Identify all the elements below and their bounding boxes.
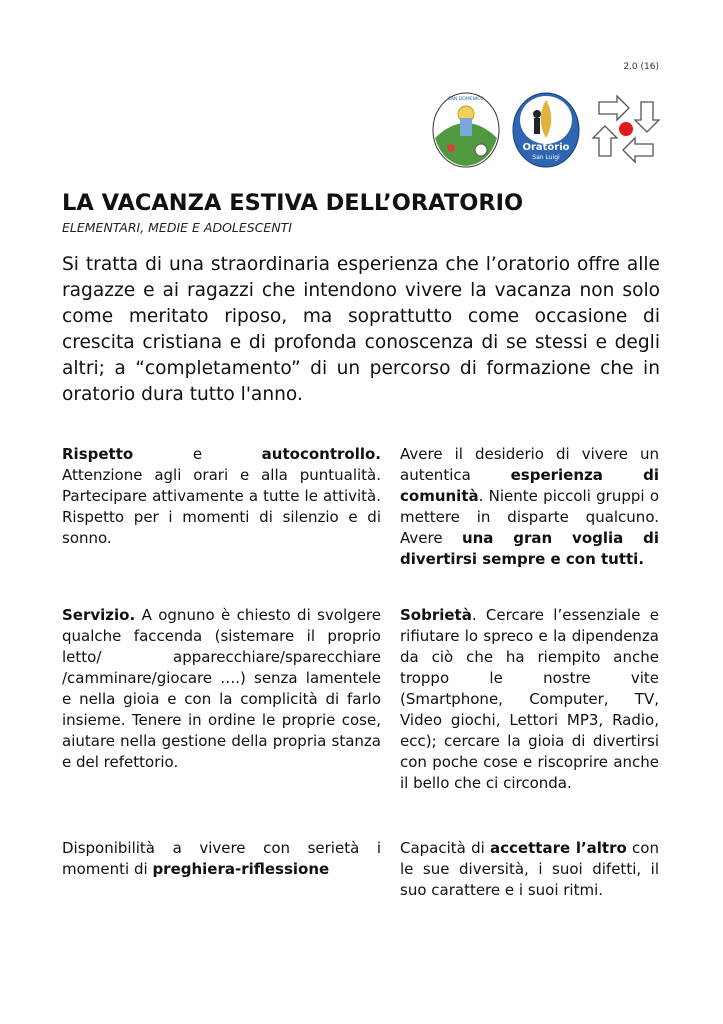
sobrieta-heading: Sobrietà — [400, 606, 472, 624]
section-rispetto — [62, 444, 381, 549]
servizio-heading: Servizio. — [62, 606, 136, 624]
preghiera-emphasis: preghiera-riflessione — [152, 860, 330, 878]
comunita-emphasis-2: una gran voglia di divertirsi sempre e con tutti. — [400, 529, 659, 568]
preghiera-text: Disponibilità a vivere con serietà i momenti di — [62, 839, 381, 878]
altro-text-1: Capacità di — [400, 839, 485, 857]
rispetto-text: Attenzione agli orari e alla puntualità. Partecipare attivamente a tutte le attività. Rispetto per i momenti di silenzio e di sonno. — [62, 466, 381, 547]
svg-text:San Luigi: San Luigi — [532, 154, 560, 161]
comunita-text-2: . Niente piccoli gruppi o mettere in disparte qualcuno. Avere — [400, 487, 659, 547]
oratorio-san-domenico-savio-logo — [429, 88, 503, 170]
sobrieta-text: . Cercare l’essenziale e rifiutare lo spreco e la dipendenza da ciò che ha riempito anche troppo le nostre vite (Smartphone, Computer, TV, Video giochi, Lettori MP3, Radio, ecc); cercare la gioia di divertirsi con poche cose e riscoprire anche il bello che ci circonda. — [400, 606, 659, 792]
intro-paragraph: Si tratta di una straordinaria esperienza che l’oratorio offre alle ragazze e ai ragazzi che intendono vivere la vacanza non solo come meritato riposo, ma soprattutto come occasione di crescita cristiana e di profonda conoscenza di se stessi e degli altri; a “completamento” di un percorso di formazione che in oratorio dura tutto l'anno. — [62, 254, 660, 405]
section-servizio — [62, 605, 381, 773]
section-preghiera — [62, 838, 381, 880]
oratorio-san-luigi-logo — [509, 88, 583, 170]
rispetto-conjunction: e — [192, 445, 203, 463]
section-sobrieta — [400, 605, 659, 794]
svg-text:Oratorio: Oratorio — [522, 142, 570, 153]
section-altro — [400, 838, 659, 901]
logos — [429, 88, 663, 170]
comunita-text-1: Avere il desiderio di vivere un autentica — [400, 445, 659, 484]
arrows-symbol-logo — [589, 88, 663, 170]
autocontrollo-heading: autocontrollo. — [261, 445, 381, 463]
page-number: 2.0 (16) — [623, 62, 659, 72]
altro-emphasis: accettare l’altro — [490, 839, 627, 857]
svg-text:SAN DOMENICO: SAN DOMENICO — [448, 97, 484, 102]
comunita-emphasis-1: esperienza di comunità — [400, 466, 659, 505]
page-subtitle: ELEMENTARI, MEDIE E ADOLESCENTI — [62, 220, 292, 235]
rispetto-heading-line — [62, 444, 381, 465]
section-comunita — [400, 444, 659, 570]
servizio-text: A ognuno è chiesto di svolgere qualche faccenda (sistemare il proprio letto/ apparecchiare/sparecchiare /camminare/giocare ….) senza lamentele e nella gioia e con la complicità di farlo insieme. Tenere in ordine le proprie cose, aiutare nella gestione della propria stanza e del refettorio. — [62, 606, 381, 771]
altro-text-2: con le sue diversità, i suoi difetti, il suo carattere e i suoi ritmi. — [400, 839, 659, 899]
page-title: LA VACANZA ESTIVA DELL’ORATORIO — [62, 190, 524, 216]
rispetto-heading: Rispetto — [62, 445, 134, 463]
